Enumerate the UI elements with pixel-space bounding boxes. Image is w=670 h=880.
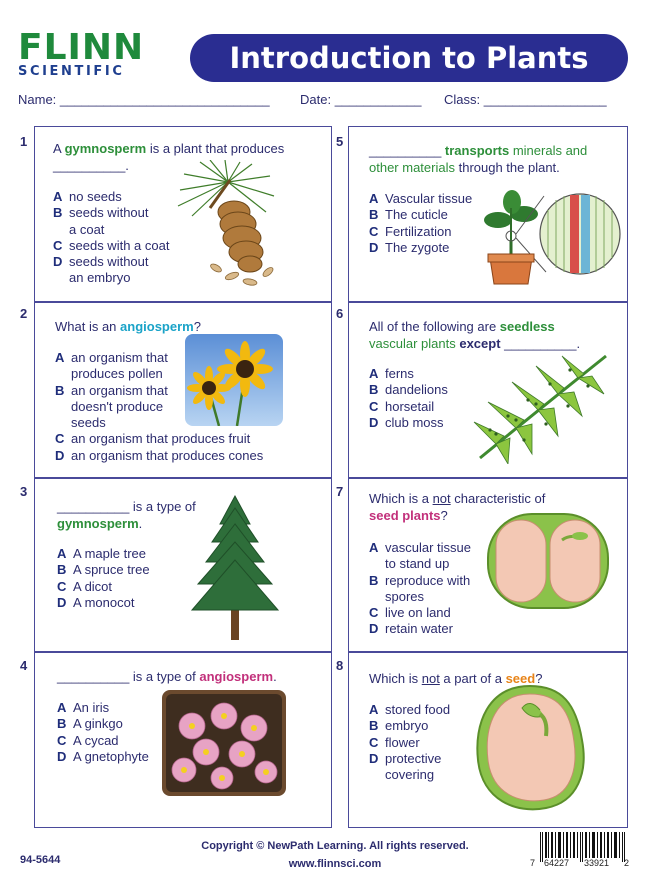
answer-options-3 <box>57 546 197 611</box>
question-number-1: 1 <box>20 134 28 149</box>
option-b[interactable]: B A spruce tree <box>57 562 150 578</box>
keyword-except: except <box>459 336 501 351</box>
question-stem-5: __________ transports minerals and other materials through the plant. <box>369 143 588 175</box>
keyword-gymnosperm: gymnosperm <box>64 141 147 156</box>
option-b[interactable]: B an organism that doesn't produce seeds <box>55 382 168 431</box>
question-stem-8: Which is not a part of a seed? <box>369 671 543 686</box>
class-field[interactable] <box>444 92 607 107</box>
keyword-gymnosperm: gymnosperm <box>57 516 139 531</box>
barcode-digits-2: 33921 <box>584 858 610 868</box>
question-stem-4: __________ is a type of angiosperm. <box>57 669 277 684</box>
option-d[interactable]: D club moss <box>369 414 444 430</box>
question-number-8: 8 <box>336 658 344 673</box>
option-d[interactable]: D seeds without an embryo <box>53 254 149 286</box>
question-stem-2: What is an angiosperm? <box>55 319 201 334</box>
option-a[interactable]: A An iris <box>57 700 110 715</box>
option-d[interactable]: D protective covering <box>369 750 442 783</box>
option-a[interactable]: A Vascular tissue <box>369 191 473 206</box>
question-stem-7: Which is a not characteristic of seed plants? <box>369 491 546 523</box>
option-b[interactable]: B A ginkgo <box>57 716 123 732</box>
option-c[interactable]: C Fertilization <box>369 223 452 239</box>
option-c[interactable]: C live on land <box>369 605 451 621</box>
website-link[interactable]: www.flinnsci.com <box>288 858 382 870</box>
option-c[interactable]: C A cycad <box>57 732 119 748</box>
answer-options-7 <box>369 540 489 638</box>
option-d[interactable]: D A gnetophyte <box>57 748 149 764</box>
answer-options-4 <box>57 700 177 765</box>
logo-wordmark: FLINN <box>18 27 145 68</box>
date-blank: ____________ <box>334 92 422 107</box>
spruce-tree-icon <box>190 494 280 644</box>
keyword-angiosperm: angiosperm <box>199 669 274 684</box>
answer-options-5 <box>369 191 489 256</box>
answer-options-8 <box>369 702 479 783</box>
answer-options-6 <box>369 366 469 431</box>
option-d[interactable]: D The zygote <box>369 239 450 255</box>
option-c[interactable]: C an organism that produces fruit <box>55 431 251 447</box>
option-b[interactable]: B embryo <box>369 718 429 734</box>
option-d[interactable]: D A monocot <box>57 594 135 610</box>
class-label: Class: <box>444 92 481 107</box>
keyword-seed-plants: seed plants <box>369 508 441 523</box>
question-number-3: 3 <box>20 484 28 499</box>
product-code: 94-5644 <box>20 854 61 866</box>
option-a[interactable]: A ferns <box>369 366 414 381</box>
question-stem-1: A gymnosperm is a plant that produces __________. <box>53 141 285 173</box>
option-c[interactable]: C A dicot <box>57 578 113 594</box>
question-number-6: 6 <box>336 306 344 321</box>
date-label: Date: <box>300 92 332 107</box>
page-title: Introduction to Plants <box>229 41 589 75</box>
option-c[interactable]: C flower <box>369 734 420 750</box>
question-stem-3: __________ is a type of gymnosperm. <box>57 499 196 531</box>
question-number-2: 2 <box>20 306 28 321</box>
date-field[interactable] <box>300 92 421 107</box>
option-a[interactable]: A vascular tissue to stand up <box>369 540 471 572</box>
question-number-4: 4 <box>20 658 28 673</box>
option-b[interactable]: B reproduce with spores <box>369 572 471 604</box>
barcode-digit-left: 7 <box>530 858 536 868</box>
option-a[interactable]: A no seeds <box>53 189 122 204</box>
copyright-notice: Copyright © NewPath Learning. All rights reserved. <box>201 840 469 852</box>
option-b[interactable]: B The cuticle <box>369 207 448 223</box>
keyword-transports: transports <box>444 143 510 158</box>
keyword-not: not <box>432 491 451 506</box>
option-b[interactable]: B seeds without a coat <box>53 205 149 237</box>
plant-vascular-icon <box>476 180 626 290</box>
germinating-seed-icon <box>470 680 590 818</box>
question-number-7: 7 <box>336 484 344 499</box>
barcode-digits-1: 64227 <box>544 858 570 868</box>
flowers-photo <box>162 690 286 796</box>
question-number-5: 5 <box>336 134 344 149</box>
question-stem-6: All of the following are seedless vascular plants except __________. <box>369 319 581 351</box>
pine-cone-icon <box>170 160 280 290</box>
logo-subtitle: SCIENTIFIC <box>18 64 125 79</box>
keyword-not: not <box>421 671 440 686</box>
barcode-digit-right: 2 <box>624 858 630 868</box>
keyword-angiosperm: angiosperm <box>120 319 194 334</box>
option-a[interactable]: A stored food <box>369 702 451 717</box>
seed-cross-section-icon <box>486 512 610 612</box>
option-c[interactable]: C horsetail <box>369 398 435 414</box>
class-blank: _________________ <box>483 92 607 107</box>
option-a[interactable]: A A maple tree <box>57 546 146 561</box>
option-d[interactable]: D retain water <box>369 621 453 637</box>
fern-icon <box>466 352 616 464</box>
option-a[interactable]: A an organism that produces pollen <box>55 350 168 382</box>
keyword-seedless: seedless <box>499 319 555 334</box>
option-d[interactable]: D an organism that produces cones <box>55 447 264 463</box>
keyword-seed: seed <box>505 671 536 686</box>
sunflowers-photo <box>185 334 283 426</box>
answer-options-1 <box>53 189 183 287</box>
option-c[interactable]: C seeds with a coat <box>53 237 170 253</box>
name-blank: _____________________________ <box>59 92 270 107</box>
name-label: Name: <box>18 92 57 107</box>
option-b[interactable]: B dandelions <box>369 382 448 398</box>
name-field[interactable] <box>18 92 270 107</box>
